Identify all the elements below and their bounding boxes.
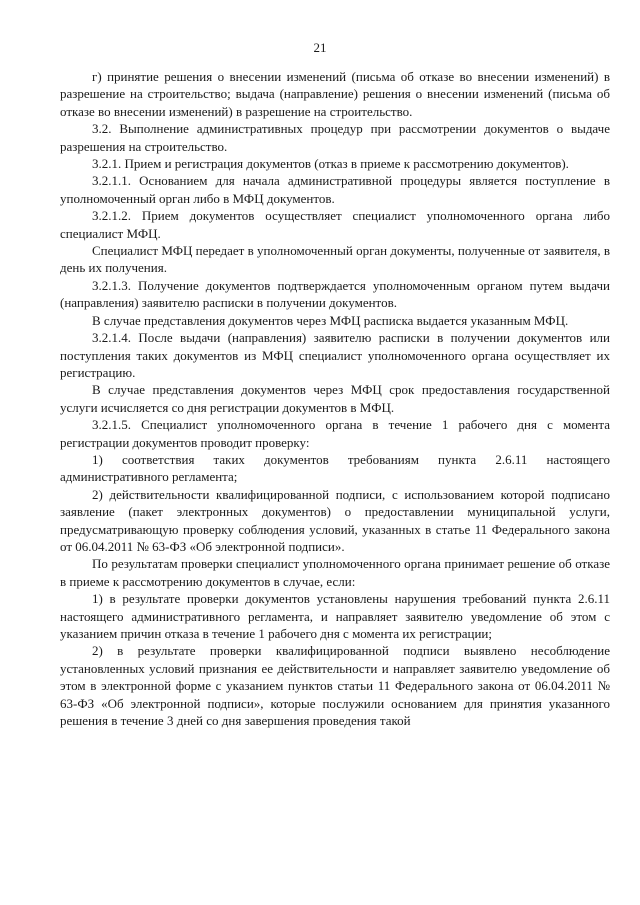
paragraph: г) принятие решения о внесении изменений (письма об отказе во внесении изменений) в разрешение на строительство; выдача (направление) решения о внесении изменений (письма об отказе во внесении изменений) в разрешение на строительство. — [60, 69, 610, 119]
paragraph: В случае представления документов через МФЦ срок предоставления государственной услуги исчисляется со дня регистрации документов в МФЦ. — [60, 382, 610, 415]
paragraph: 3.2. Выполнение административных процедур при рассмотрении документов о выдаче разрешения на строительство. — [60, 121, 610, 154]
paragraph: 3.2.1.4. После выдачи (направления) заявителю расписки в получении документов или поступления таких документов из МФЦ специалист уполномоченного органа осуществляет их регистрацию. — [60, 330, 610, 380]
paragraph: 1) соответствия таких документов требованиям пункта 2.6.11 настоящего административного регламента; — [60, 451, 610, 485]
paragraph: Специалист МФЦ передает в уполномоченный орган документы, полученные от заявителя, в день их получения. — [60, 243, 610, 276]
page-number: 21 — [313, 40, 327, 55]
paragraph: 3.2.1.2. Прием документов осуществляет специалист уполномоченного органа либо специалист МФЦ. — [60, 208, 610, 241]
paragraph: В случае представления документов через МФЦ расписка выдается указанным МФЦ. — [92, 312, 569, 328]
paragraph: 2) в результате проверки квалифицированной подписи выявлено несоблюдение установленных условий признания ее действительности и направляет заявителю уведомление об этом в электронной форме с указанием пунктов статьи 11 Федерального закона от 06.04.2011 № 63-ФЗ «Об электронной подписи», которые послужили основанием для принятия указанного решения в течение 3 дней со дня завершения проведения такой — [60, 643, 610, 729]
document-body — [60, 68, 610, 729]
paragraph: По результатам проверки специалист уполномоченного органа принимает решение об отказе в приеме к рассмотрению документов в случае, если: — [60, 556, 610, 589]
paragraph: 3.2.1.5. Специалист уполномоченного органа в течение 1 рабочего дня с момента регистрации документов проводит проверку: — [60, 417, 610, 450]
paragraph: 3.2.1.1. Основанием для начала административной процедуры является поступление в уполномоченный орган либо в МФЦ документов. — [60, 173, 610, 206]
paragraph: 2) действительности квалифицированной подписи, с использованием которой подписано заявление (пакет электронных документов) о предоставлении муниципальной услуги, предусматривающую проверку соблюдения условий, указанных в статье 11 Федерального закона от 06.04.2011 № 63-ФЗ «Об электронной подписи». — [60, 486, 610, 554]
paragraph: 3.2.1. Прием и регистрация документов (отказ в приеме к рассмотрению документов). — [92, 156, 569, 172]
paragraph: 1) в результате проверки документов установлены нарушения требований пункта 2.6.11 настоящего административного регламента, и направляет заявителю уведомление об этом с указанием причин отказа в течение 1 рабочего дня с момента их регистрации; — [60, 591, 610, 641]
paragraph: 3.2.1.3. Получение документов подтверждается уполномоченным органом путем выдачи (направления) заявителю расписки в получении документов. — [60, 277, 610, 311]
